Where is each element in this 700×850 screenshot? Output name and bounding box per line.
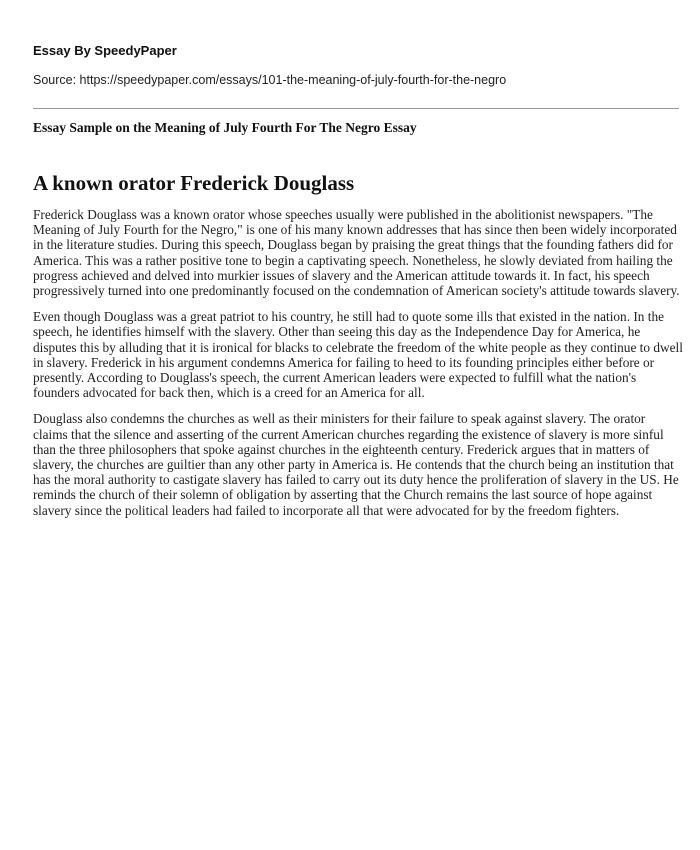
essay-body	[33, 207, 683, 529]
header-divider	[33, 108, 679, 109]
essay-paragraph: Douglass also condemns the churches as well as their ministers for their failure to speak against slavery. The orator claims that the silence and asserting of the current American churches regarding the existence of slavery is more sinful than the three philosophers that spoke against churches in the eighteenth century. Frederick argues that in matters of slavery, the churches are guiltier than any other party in America is. He contends that the church being an institution that has the moral authority to castigate slavery has failed to carry out its duty hence the proliferation of slavery in the US. He reminds the church of their solemn of obligation by asserting that the Church remains the last source of hope against slavery since the political leaders had failed to incorporate all that were advocated for by the freedom fighters.	[33, 411, 679, 518]
essay-heading: A known orator Frederick Douglass	[33, 171, 355, 195]
source-line: Source: https://speedypaper.com/essays/101-the-meaning-of-july-fourth-for-the-negro	[33, 73, 507, 87]
essay-sample-title: Essay Sample on the Meaning of July Fourth For The Negro Essay	[33, 120, 417, 135]
brand-title: Essay By SpeedyPaper	[33, 43, 177, 58]
essay-paragraph: Even though Douglass was a great patriot to his country, he still had to quote some ills that existed in the nation. In the speech, he identifies himself with the slavery. Other than seeing this day as the Independence Day for America, he disputes this by alluding that it is ironical for blacks to celebrate the freedom of the white people as they continue to dwell in slavery. Frederick in his argument condemns America for failing to heed to its founding principles either before or presently. According to Douglass's speech, the current American leaders were expected to fulfill what the nation's founders advocated for back then, which is a creed for an America for all.	[33, 309, 683, 401]
essay-paragraph: Frederick Douglass was a known orator whose speeches usually were published in the abolitionist newspapers. "The Meaning of July Fourth for the Negro," is one of his many known addresses that has since then been widely incorporated in the literature studies. During this speech, Douglass began by praising the great things that the founding fathers did for America. This was a rather positive tone to begin a captivating speech. Nonetheless, he slowly deviated from hailing the progress achieved and delved into murkier issues of slavery and the American attitude towards it. In fact, his speech progressively turned into one predominantly focused on the condemnation of American society's attitude towards slavery.	[33, 207, 680, 299]
